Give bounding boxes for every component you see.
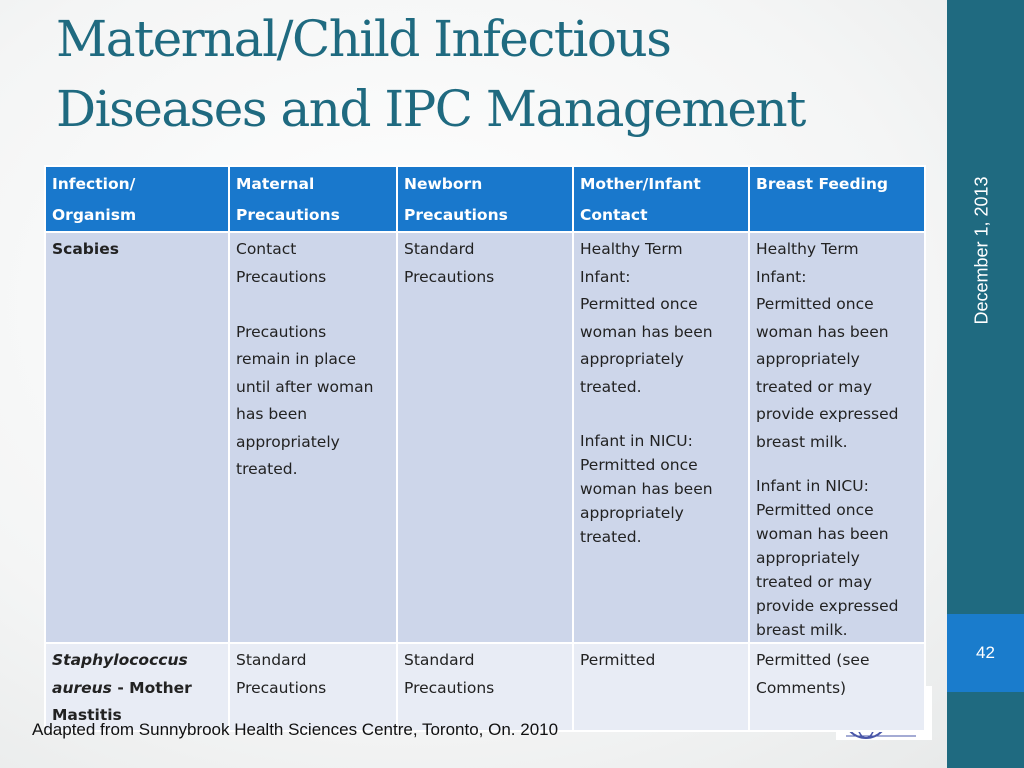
cell-contact-staph: Permitted [573, 643, 749, 731]
header-breast-feeding: Breast Feeding [749, 166, 925, 232]
cell-newborn-scabies: Standard Precautions [397, 232, 573, 643]
cell-feeding-staph: Permitted (see Comments) [749, 643, 925, 731]
ipc-management-table [44, 165, 926, 732]
date-label [960, 168, 1004, 332]
slide-title [56, 4, 936, 144]
cell-maternal-scabies: Contact Precautions Precautions remain in place until after woman has been appropriately treated. [229, 232, 397, 643]
header-organism: Infection/ Organism [45, 166, 229, 232]
cell-maternal-staph: Standard Precautions [229, 643, 397, 731]
table-row [45, 643, 925, 731]
title-line-1: Maternal/Child Infectious [56, 10, 671, 68]
cell-newborn-staph: Standard Precautions [397, 643, 573, 731]
cell-contact-scabies: Healthy Term Infant: Permitted once woman has been appropriately treated. Infant in NICU: Permitted once woman has been appropriately treated. [573, 232, 749, 643]
cell-organism-staph: Staphylococcus aureus - Mother Mastitis [45, 643, 229, 731]
header-maternal-precautions: Maternal Precautions [229, 166, 397, 232]
source-note: Adapted from Sunnybrook Health Sciences Centre, Toronto, On. 2010 [32, 720, 559, 739]
date-text: December 1, 2013 [971, 175, 992, 325]
page-number: 42 [976, 643, 995, 662]
header-mother-infant-contact: Mother/Infant Contact [573, 166, 749, 232]
table-row [45, 232, 925, 643]
table-header-row [45, 166, 925, 232]
cell-organism-scabies: Scabies [45, 232, 229, 643]
cell-feeding-scabies: Healthy Term Infant: Permitted once woman has been appropriately treated or may provide expressed breast milk. Infant in NICU: Permitted once woman has been appropriately treated or may provide expressed breast milk. [749, 232, 925, 643]
header-newborn-precautions: Newborn Precautions [397, 166, 573, 232]
page-number-badge [947, 614, 1024, 692]
title-line-2: Diseases and IPC Management [56, 80, 805, 138]
